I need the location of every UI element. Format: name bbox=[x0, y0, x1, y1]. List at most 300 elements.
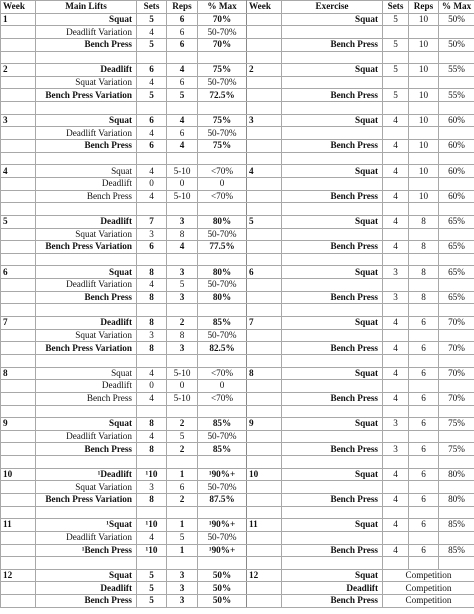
pct-max-cell-left: 0 bbox=[198, 380, 247, 393]
spacer-cell bbox=[137, 304, 167, 317]
main-lift-cell: Bench Press bbox=[36, 140, 137, 153]
week-cell-left: 5 bbox=[1, 215, 36, 228]
sets-cell-right: 4 bbox=[383, 493, 409, 506]
week-cell-left bbox=[1, 140, 36, 153]
table-row bbox=[1, 89, 474, 102]
sets-cell-right: 4 bbox=[383, 392, 409, 405]
table-row bbox=[1, 367, 474, 380]
spacer-cell bbox=[383, 506, 409, 519]
spacer-cell bbox=[409, 152, 439, 165]
pct-max-cell-left: <70% bbox=[198, 392, 247, 405]
pct-max-cell-left: 82.5% bbox=[198, 342, 247, 355]
week-cell-right bbox=[247, 493, 282, 506]
main-lift-cell: Squat Variation bbox=[36, 481, 137, 494]
header-main-lifts: Main Lifts bbox=[36, 1, 137, 14]
spacer-cell bbox=[383, 253, 409, 266]
pct-max-cell-left: 85% bbox=[198, 443, 247, 456]
spacer-cell bbox=[137, 51, 167, 64]
header-reps-right: Reps bbox=[409, 1, 439, 14]
pct-max-cell-right bbox=[439, 26, 474, 39]
spacer-cell bbox=[36, 354, 137, 367]
exercise-cell: Squat bbox=[282, 165, 383, 178]
sets-cell-right bbox=[383, 279, 409, 292]
week-cell-left: 7 bbox=[1, 317, 36, 330]
exercise-cell: Deadlift bbox=[282, 582, 383, 595]
sets-cell-right: 4 bbox=[383, 190, 409, 203]
sets-cell-right: 4 bbox=[383, 241, 409, 254]
week-cell-left bbox=[1, 190, 36, 203]
spacer-cell bbox=[383, 405, 409, 418]
table-row bbox=[1, 38, 474, 51]
reps-cell-right bbox=[409, 531, 439, 544]
exercise-cell: Squat bbox=[282, 367, 383, 380]
sets-cell-left: 3 bbox=[137, 481, 167, 494]
main-lift-cell: Squat bbox=[36, 114, 137, 127]
spacer-cell bbox=[409, 557, 439, 570]
spacer-cell bbox=[409, 405, 439, 418]
sets-cell-left: 8 bbox=[137, 418, 167, 431]
sets-cell-right: 4 bbox=[383, 114, 409, 127]
week-cell-left: 8 bbox=[1, 367, 36, 380]
pct-max-cell-right: 55% bbox=[439, 89, 474, 102]
spacer-cell bbox=[36, 203, 137, 216]
week-cell-right bbox=[247, 430, 282, 443]
table-row bbox=[1, 430, 474, 443]
spacer-row bbox=[1, 405, 474, 418]
pct-max-cell-left: <70% bbox=[198, 190, 247, 203]
main-lift-cell: Deadlift bbox=[36, 317, 137, 330]
week-cell-right bbox=[247, 380, 282, 393]
header-sets-left: Sets bbox=[137, 1, 167, 14]
week-cell-right bbox=[247, 127, 282, 140]
reps-cell-right: 8 bbox=[409, 291, 439, 304]
spacer-cell bbox=[383, 557, 409, 570]
table-row bbox=[1, 519, 474, 532]
table-row bbox=[1, 279, 474, 292]
spacer-cell bbox=[1, 203, 36, 216]
pct-max-cell-right: 50% bbox=[439, 13, 474, 26]
table-row bbox=[1, 291, 474, 304]
exercise-cell bbox=[282, 177, 383, 190]
table-row bbox=[1, 544, 474, 557]
week-cell-right bbox=[247, 89, 282, 102]
table-row bbox=[1, 13, 474, 26]
main-lift-cell: Deadlift Variation bbox=[36, 127, 137, 140]
reps-cell-left: 5 bbox=[167, 531, 198, 544]
week-cell-right: 3 bbox=[247, 114, 282, 127]
competition-cell: Competition bbox=[383, 582, 474, 595]
spacer-cell bbox=[167, 405, 198, 418]
main-lift-cell: Bench Press Variation bbox=[36, 241, 137, 254]
reps-cell-left: 3 bbox=[167, 342, 198, 355]
main-lift-cell: ¹Deadlift bbox=[36, 468, 137, 481]
exercise-cell: Bench Press bbox=[282, 493, 383, 506]
reps-cell-right: 10 bbox=[409, 165, 439, 178]
reps-cell-right: 8 bbox=[409, 241, 439, 254]
week-cell-right bbox=[247, 140, 282, 153]
pct-max-cell-left: 72.5% bbox=[198, 89, 247, 102]
pct-max-cell-left: 75% bbox=[198, 114, 247, 127]
main-lift-cell: Bench Press bbox=[36, 38, 137, 51]
table-row bbox=[1, 531, 474, 544]
sets-cell-left: ¹10 bbox=[137, 544, 167, 557]
week-cell-right: 4 bbox=[247, 165, 282, 178]
exercise-cell: Bench Press bbox=[282, 190, 383, 203]
week-cell-right bbox=[247, 544, 282, 557]
pct-max-cell-right bbox=[439, 430, 474, 443]
exercise-cell: Bench Press bbox=[282, 342, 383, 355]
main-lift-cell: Squat Variation bbox=[36, 329, 137, 342]
sets-cell-left: 5 bbox=[137, 582, 167, 595]
pct-max-cell-right: 60% bbox=[439, 190, 474, 203]
spacer-cell bbox=[198, 51, 247, 64]
main-lift-cell: Deadlift bbox=[36, 380, 137, 393]
spacer-cell bbox=[198, 152, 247, 165]
reps-cell-left: 3 bbox=[167, 595, 198, 608]
sets-cell-right: 4 bbox=[383, 519, 409, 532]
header-exercise: Exercise bbox=[282, 1, 383, 14]
reps-cell-right bbox=[409, 76, 439, 89]
week-cell-left: 12 bbox=[1, 569, 36, 582]
spacer-cell bbox=[439, 102, 474, 115]
spacer-cell bbox=[282, 354, 383, 367]
spacer-cell bbox=[439, 304, 474, 317]
pct-max-cell-right: 65% bbox=[439, 266, 474, 279]
pct-max-cell-right: 50% bbox=[439, 38, 474, 51]
competition-cell: Competition bbox=[383, 569, 474, 582]
pct-max-cell-right bbox=[439, 228, 474, 241]
week-cell-left: 10 bbox=[1, 468, 36, 481]
sets-cell-right: 4 bbox=[383, 468, 409, 481]
sets-cell-left: 8 bbox=[137, 266, 167, 279]
week-cell-left bbox=[1, 481, 36, 494]
week-cell-right bbox=[247, 329, 282, 342]
header-pct-max-left: % Max bbox=[198, 1, 247, 14]
reps-cell-left: 6 bbox=[167, 26, 198, 39]
reps-cell-left: 1 bbox=[167, 544, 198, 557]
reps-cell-left: 6 bbox=[167, 13, 198, 26]
spacer-cell bbox=[137, 506, 167, 519]
table-row bbox=[1, 443, 474, 456]
spacer-cell bbox=[247, 506, 282, 519]
reps-cell-right: 10 bbox=[409, 89, 439, 102]
pct-max-cell-left: 50-70% bbox=[198, 531, 247, 544]
spacer-cell bbox=[247, 456, 282, 469]
week-cell-left: 11 bbox=[1, 519, 36, 532]
pct-max-cell-left: 50-70% bbox=[198, 228, 247, 241]
spacer-cell bbox=[439, 506, 474, 519]
pct-max-cell-left: ¹90%+ bbox=[198, 519, 247, 532]
exercise-cell: Bench Press bbox=[282, 392, 383, 405]
sets-cell-right bbox=[383, 329, 409, 342]
reps-cell-left: 4 bbox=[167, 114, 198, 127]
main-lift-cell: Squat Variation bbox=[36, 228, 137, 241]
pct-max-cell-right: 60% bbox=[439, 140, 474, 153]
exercise-cell bbox=[282, 430, 383, 443]
main-lift-cell: Deadlift Variation bbox=[36, 279, 137, 292]
sets-cell-left: 4 bbox=[137, 279, 167, 292]
week-cell-right bbox=[247, 443, 282, 456]
spacer-cell bbox=[137, 203, 167, 216]
spacer-cell bbox=[137, 253, 167, 266]
table-row bbox=[1, 392, 474, 405]
spacer-cell bbox=[383, 51, 409, 64]
pct-max-cell-right: 70% bbox=[439, 317, 474, 330]
pct-max-cell-left: 0 bbox=[198, 177, 247, 190]
pct-max-cell-left: 50-70% bbox=[198, 279, 247, 292]
spacer-cell bbox=[137, 102, 167, 115]
pct-max-cell-left: ¹90%+ bbox=[198, 468, 247, 481]
pct-max-cell-right: 60% bbox=[439, 165, 474, 178]
week-cell-left bbox=[1, 38, 36, 51]
pct-max-cell-right bbox=[439, 76, 474, 89]
week-cell-right bbox=[247, 595, 282, 608]
spacer-cell bbox=[198, 304, 247, 317]
week-cell-right: 8 bbox=[247, 367, 282, 380]
reps-cell-left: 0 bbox=[167, 380, 198, 393]
spacer-cell bbox=[137, 152, 167, 165]
reps-cell-right bbox=[409, 430, 439, 443]
spacer-cell bbox=[167, 354, 198, 367]
sets-cell-left: 4 bbox=[137, 430, 167, 443]
week-cell-left bbox=[1, 380, 36, 393]
table-row bbox=[1, 215, 474, 228]
table-row bbox=[1, 582, 474, 595]
exercise-cell bbox=[282, 26, 383, 39]
week-cell-right bbox=[247, 291, 282, 304]
sets-cell-right bbox=[383, 228, 409, 241]
spacer-cell bbox=[409, 456, 439, 469]
exercise-cell: Bench Press bbox=[282, 241, 383, 254]
sets-cell-left: 5 bbox=[137, 89, 167, 102]
reps-cell-left: 6 bbox=[167, 38, 198, 51]
spacer-cell bbox=[439, 354, 474, 367]
sets-cell-left: 4 bbox=[137, 76, 167, 89]
sets-cell-left: 4 bbox=[137, 367, 167, 380]
spacer-cell bbox=[282, 557, 383, 570]
sets-cell-right bbox=[383, 76, 409, 89]
exercise-cell bbox=[282, 228, 383, 241]
reps-cell-right: 6 bbox=[409, 443, 439, 456]
week-cell-left bbox=[1, 392, 36, 405]
pct-max-cell-right: 65% bbox=[439, 215, 474, 228]
pct-max-cell-right bbox=[439, 329, 474, 342]
spacer-cell bbox=[439, 456, 474, 469]
exercise-cell bbox=[282, 531, 383, 544]
exercise-cell: Squat bbox=[282, 468, 383, 481]
reps-cell-left: 4 bbox=[167, 64, 198, 77]
spacer-row bbox=[1, 203, 474, 216]
main-lift-cell: Squat bbox=[36, 367, 137, 380]
spacer-cell bbox=[36, 152, 137, 165]
header-week-left: Week bbox=[1, 1, 36, 14]
sets-cell-left: 8 bbox=[137, 493, 167, 506]
reps-cell-right: 6 bbox=[409, 544, 439, 557]
spacer-cell bbox=[247, 102, 282, 115]
week-cell-left bbox=[1, 342, 36, 355]
pct-max-cell-right: 55% bbox=[439, 64, 474, 77]
header-reps-left: Reps bbox=[167, 1, 198, 14]
week-cell-left bbox=[1, 595, 36, 608]
pct-max-cell-right: 80% bbox=[439, 468, 474, 481]
spacer-row bbox=[1, 557, 474, 570]
week-cell-right bbox=[247, 228, 282, 241]
spacer-cell bbox=[409, 506, 439, 519]
spacer-cell bbox=[409, 203, 439, 216]
sets-cell-left: 4 bbox=[137, 531, 167, 544]
main-lift-cell: Bench Press Variation bbox=[36, 342, 137, 355]
spacer-cell bbox=[198, 557, 247, 570]
spacer-cell bbox=[36, 405, 137, 418]
week-cell-right: 11 bbox=[247, 519, 282, 532]
sets-cell-right bbox=[383, 481, 409, 494]
spacer-cell bbox=[1, 405, 36, 418]
table-row bbox=[1, 76, 474, 89]
reps-cell-left: 3 bbox=[167, 291, 198, 304]
sets-cell-left: 8 bbox=[137, 342, 167, 355]
week-cell-left bbox=[1, 228, 36, 241]
spacer-cell bbox=[247, 557, 282, 570]
sets-cell-right: 5 bbox=[383, 38, 409, 51]
reps-cell-right: 6 bbox=[409, 519, 439, 532]
reps-cell-left: 0 bbox=[167, 177, 198, 190]
spacer-cell bbox=[167, 102, 198, 115]
pct-max-cell-left: 50-70% bbox=[198, 26, 247, 39]
pct-max-cell-right bbox=[439, 279, 474, 292]
exercise-cell: Squat bbox=[282, 418, 383, 431]
reps-cell-right: 10 bbox=[409, 38, 439, 51]
main-lift-cell: Bench Press bbox=[36, 392, 137, 405]
reps-cell-right bbox=[409, 177, 439, 190]
reps-cell-left: 1 bbox=[167, 468, 198, 481]
reps-cell-right: 8 bbox=[409, 266, 439, 279]
week-cell-left bbox=[1, 26, 36, 39]
pct-max-cell-left: 75% bbox=[198, 140, 247, 153]
week-cell-left bbox=[1, 241, 36, 254]
sets-cell-right: 3 bbox=[383, 418, 409, 431]
table-body bbox=[1, 1, 474, 608]
spacer-cell bbox=[137, 557, 167, 570]
week-cell-left bbox=[1, 544, 36, 557]
table-row bbox=[1, 418, 474, 431]
sets-cell-left: 4 bbox=[137, 165, 167, 178]
main-lift-cell: Bench Press Variation bbox=[36, 89, 137, 102]
table-row bbox=[1, 493, 474, 506]
table-row bbox=[1, 114, 474, 127]
reps-cell-left: 8 bbox=[167, 228, 198, 241]
table-row bbox=[1, 190, 474, 203]
reps-cell-left: 1 bbox=[167, 519, 198, 532]
spacer-cell bbox=[282, 506, 383, 519]
spacer-cell bbox=[167, 203, 198, 216]
spacer-cell bbox=[198, 506, 247, 519]
sets-cell-right: 4 bbox=[383, 215, 409, 228]
spacer-cell bbox=[439, 203, 474, 216]
week-cell-right: 2 bbox=[247, 64, 282, 77]
pct-max-cell-left: <70% bbox=[198, 165, 247, 178]
spacer-cell bbox=[167, 304, 198, 317]
main-lift-cell: Squat bbox=[36, 569, 137, 582]
reps-cell-left: 5-10 bbox=[167, 190, 198, 203]
week-cell-left bbox=[1, 89, 36, 102]
spacer-row bbox=[1, 304, 474, 317]
main-lift-cell: Deadlift Variation bbox=[36, 531, 137, 544]
week-cell-right bbox=[247, 342, 282, 355]
reps-cell-right: 6 bbox=[409, 317, 439, 330]
sets-cell-left: ¹10 bbox=[137, 468, 167, 481]
pct-max-cell-left: 70% bbox=[198, 38, 247, 51]
spacer-cell bbox=[36, 304, 137, 317]
table-row bbox=[1, 228, 474, 241]
main-lift-cell: Deadlift Variation bbox=[36, 26, 137, 39]
reps-cell-right bbox=[409, 329, 439, 342]
pct-max-cell-right bbox=[439, 531, 474, 544]
exercise-cell: Bench Press bbox=[282, 291, 383, 304]
sets-cell-left: ¹10 bbox=[137, 519, 167, 532]
spacer-cell bbox=[1, 102, 36, 115]
exercise-cell: Bench Press bbox=[282, 595, 383, 608]
sets-cell-left: 6 bbox=[137, 140, 167, 153]
spacer-row bbox=[1, 506, 474, 519]
reps-cell-right bbox=[409, 26, 439, 39]
reps-cell-right bbox=[409, 380, 439, 393]
spacer-cell bbox=[409, 51, 439, 64]
table-row bbox=[1, 481, 474, 494]
exercise-cell: Squat bbox=[282, 266, 383, 279]
week-cell-right: 7 bbox=[247, 317, 282, 330]
table-row bbox=[1, 140, 474, 153]
sets-cell-right bbox=[383, 26, 409, 39]
reps-cell-left: 3 bbox=[167, 215, 198, 228]
main-lift-cell: Bench Press bbox=[36, 291, 137, 304]
pct-max-cell-left: 50% bbox=[198, 595, 247, 608]
reps-cell-right: 10 bbox=[409, 13, 439, 26]
pct-max-cell-left: 50-70% bbox=[198, 481, 247, 494]
spacer-cell bbox=[36, 102, 137, 115]
main-lift-cell: Deadlift bbox=[36, 177, 137, 190]
pct-max-cell-right: 70% bbox=[439, 367, 474, 380]
exercise-cell bbox=[282, 279, 383, 292]
spacer-cell bbox=[1, 253, 36, 266]
exercise-cell: Squat bbox=[282, 64, 383, 77]
spacer-cell bbox=[198, 456, 247, 469]
spacer-cell bbox=[409, 304, 439, 317]
spacer-cell bbox=[247, 253, 282, 266]
pct-max-cell-right: 70% bbox=[439, 342, 474, 355]
main-lift-cell: Deadlift bbox=[36, 582, 137, 595]
main-lift-cell: Deadlift bbox=[36, 215, 137, 228]
pct-max-cell-right: 80% bbox=[439, 493, 474, 506]
sets-cell-left: 0 bbox=[137, 177, 167, 190]
pct-max-cell-right bbox=[439, 380, 474, 393]
reps-cell-right: 6 bbox=[409, 367, 439, 380]
week-cell-left: 2 bbox=[1, 64, 36, 77]
pct-max-cell-left: 50% bbox=[198, 582, 247, 595]
sets-cell-left: 3 bbox=[137, 329, 167, 342]
reps-cell-left: 5 bbox=[167, 89, 198, 102]
reps-cell-right: 6 bbox=[409, 418, 439, 431]
spacer-cell bbox=[167, 506, 198, 519]
spacer-cell bbox=[383, 152, 409, 165]
spacer-cell bbox=[137, 456, 167, 469]
main-lift-cell: Squat bbox=[36, 165, 137, 178]
main-lift-cell: Bench Press bbox=[36, 190, 137, 203]
pct-max-cell-right: 65% bbox=[439, 241, 474, 254]
reps-cell-left: 5 bbox=[167, 279, 198, 292]
spacer-row bbox=[1, 152, 474, 165]
week-cell-left bbox=[1, 177, 36, 190]
week-cell-left: 9 bbox=[1, 418, 36, 431]
